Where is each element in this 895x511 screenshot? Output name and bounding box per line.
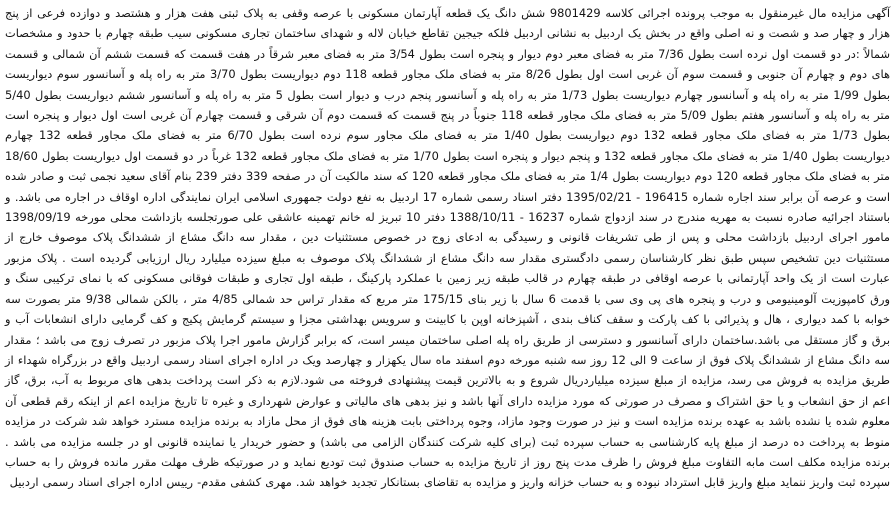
auction-notice-text: آگهی مزایده مال غیرمنقول به موجب پرونده اجرائی کلاسه 9801429 شش دانگ یک قطعه آپارتمان مسکونی با عرصه وقفی به پلاک ثبتی هفت هزار و هشتصد و دوازده فرعی از پنج هزار و چهار صد و شصت و نه اصلی واقع در بخش یک اردبیل به نشانی اردبیل فلکه جیجین تقاطع خیابان لاله و شهدای ساختمان تجاری مسکونی سیب طبقه چهارم با حدود و مشخصات شمالاً :در دو قسمت اول نرده است بطول 7/36 متر به فضای معبر دوم دیوار و پنجره است بطول 3/54 متر به فضای معبر شرقاً در هفت قسمت که قسمت ششم آن شمالی و قسمت های دوم و چهارم آن جنوبی و قسمت سوم آن غربی است اول بطول 8/26 متر به فضای ملک مجاور قطعه 118 دوم دیواریست بطول 3/70 متر به راه پله و آسانسور سوم دیواریست بطول 1/99 متر به راه پله و آسانسور چهارم دیواریست بطول 1/73 متر به راه پله و آسانسور پنجم درب و دیوار است بطول 5 متر به راه پله و آسانسور ششم دیواریست بطول 5/40 متر به راه پله و آسانسور هفتم بطول 5/09 متر به فضای ملک مجاور قطعه 118 جنوباً در پنج قسمت که قسمت دوم آن شرقی و قسمت چهارم آن غربی است اول دیوار و پنجره است بطول 1/73 متر به فضای ملک مجاور قطعه 132 دوم دیواریست بطول 1/40 متر به فضای ملک مجاور سوم نرده است بطول 6/70 متر به فضای ملک مجاور قطعه 132 چهارم دیواریست بطول 1/40 متر به فضای ملک مجاور قطعه 132 و پنجم دیوار و پنجره است بطول 1/70 متر به فضای ملک مجاور قطعه 132 غرباً در دو قسمت اول دیواریست بطول 18/60 متر به فضای ملک مجاور قطعه 120 دوم دیواریست بطول 1/4 متر به فضای ملک مجاور قطعه 120 که سند مالکیت آن در صفحه 339 دفتر 239 بنام آقای سعید نجمی ثبت و صادر شده است و عرصه آن برابر سند اجاره شماره 196415 - 1395/02/21 دفتر اسناد رسمی شماره 17 اردبیل به نفع دولت جمهوری اسلامی ایران نمایندگی اداره اوقاف در اجاره می باشد. و باستناد اجرائیه صادره نسبت به مهریه مندرج در سند ازدواج شماره 16237 - 1388/10/11 دفتر 10 تبریز له خانم تهمینه عاشقی علی صورتجلسه بازداشت محلی مورخه 1398/09/19 مامور اجرای اردبیل بازداشت محلی و پس از طی تشریفات قانونی و رسیدگی به ادعای زوج در خصوص مستثنیات دین ، مقدار سه دانگ مشاع از ششدانگ پلاک موصوف خارج از مستثنیات دین تشخیص سپس طبق نظر کارشناسان رسمی دادگستری مقدار سه دانگ مشاع از ششدانگ پلاک موصوف به مبلغ سیزده میلیارد ریال ارزیابی گردیده است . پلاک مزبور عبارت است از یک واحد آپارتمانی با عرصه اوقافی در طبقه چهارم در قالب طبقه زیر زمین با عملکرد پارکینگ ، طبقه اول تجاری و طبقات فوقانی مسکونی که با نمای ترکیبی سنگ و ورق کامپوزیت آلومینیومی و درب و پنجره های پی وی سی با قدمت 6 سال با زیر بنای 175/15 متر مربع که مقدار تراس حد شمالی 4/85 متر ، بالکن شمالی 9/38 متر بصورت سه خوابه با کمد دیواری ، هال و پذیرائی با کف پارکت و سقف کناف بندی ، آشپزخانه اوپن با کابینت و سرویس بهداشتی مجزا و سیستم گرمایش پکیج و کف گرمایی دارای انشعابات آب و برق و گاز مستقل می باشد.ساختمان دارای آسانسور و دسترسی از طریق راه پله اصلی ساختمان میسر است، که برابر گزارش مامور اجرا پلاک مزبور در تصرف زوج می باشد ؛ مقدار سه دانگ مشاع از ششدانگ پلاک فوق از ساعت 9 الی 12 روز سه شنبه مورخه دوم اسفند ماه سال یکهزار و چهارصد ویک در اداره اجرای اسناد رسمی اردبیل واقع در بزرگراه شهداء از طریق مزایده به فروش می رسد، مزایده از مبلغ سیزده میلیاردریال شروع و به بالاترین قیمت پیشنهادی فروخته می شود.لازم به ذکر است پرداخت بدهی های مربوط به آب، برق، گاز اعم از حق انشعاب و یا حق اشتراک و مصرف در صورتی که مورد مزایده دارای آنها باشد و نیز بدهی های مالیاتی و عوارض شهرداری و غیره تا تاریخ مزایده اعم از اینکه رقم قطعی آن معلوم شده یا نشده باشد به عهده برنده مزایده است و نیز در صورت وجود مازاد، وجوه پرداختی بابت هزینه های فوق از محل مازاد به برنده مزایده مسترد خواهد شد شرکت در مزایده منوط به پرداخت ده درصد از مبلغ پایه کارشناسی به حساب سپرده ثبت (برای کلیه شرکت کنندگان الزامی می باشد) و حضور خریدار یا نماینده قانونی او در جلسه مزایده می باشد . برنده مزایده مکلف است مابه التفاوت مبلغ فروش را ظرف مدت پنج روز از تاریخ مزایده به حساب صندوق ثبت تودیع نماید و در صورتیکه ظرف مهلت مقرر مانده فروش را به حساب سپرده ثبت واریز ننماید مبلغ واریز قابل استرداد نبوده و به حساب خزانه واریز و مزایده به تقاضای بستانکار تجدید خواهد شد. مهری کشفی مقدم- رییس اداره اجرای اسناد رسمی اردبیل: [5, 6, 891, 490]
